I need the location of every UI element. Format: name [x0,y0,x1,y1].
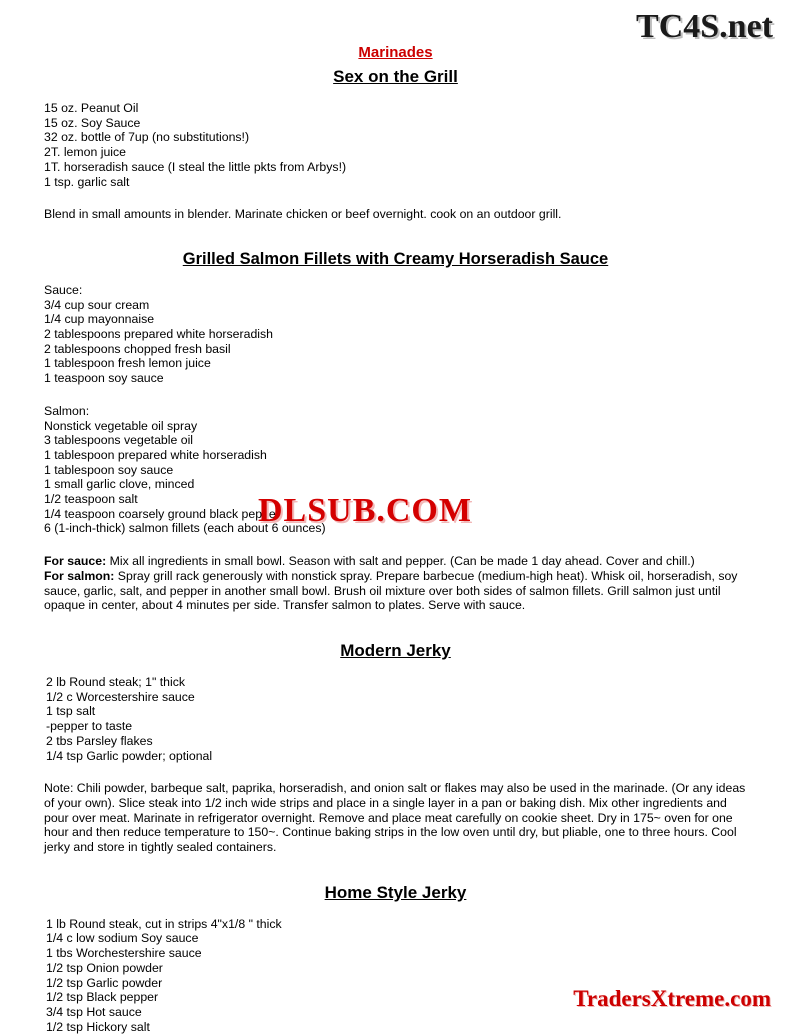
list-item: 1/2 tsp Black pepper [46,990,159,1005]
list-item: 1/2 tsp Garlic powder [46,975,163,990]
list-item: 1/2 tsp Hickory salt [46,1019,150,1034]
spacer [0,903,791,917]
ingredient-list-home-style-jerky [0,917,791,1034]
spacer [0,763,791,781]
spacer [0,87,791,101]
list-item: 15 oz. Soy Sauce [44,115,141,130]
list-item: 32 oz. bottle of 7up (no substitutions!) [44,130,250,145]
list-item: 1 tbs Worchestershire sauce [46,946,202,961]
instructions-modern-jerky: Note: Chili powder, barbeque salt, paprika, horseradish, and onion salt or flakes may also be used in the marinade. (Or any ideas of your own). Slice steak into 1/2 inch wide strips and place in a single layer in a pan or baking dish. Mix other ingredients and pour over meat. Marinate in refrigerator overnight. Remove and place meat carefully on cookie sheet. Dry in 175~ oven for one hour and then reduce temperature to 150~. Continue baking strips in the low oven until dry, but pliable, one to three hours. Cool jerky and store in tightly sealed containers. [44,781,746,855]
ingredient-list-sex-on-the-grill [0,101,791,189]
method-salmon-label: For salmon: [44,568,115,583]
list-item: 1/4 tsp Garlic powder; optional [46,748,213,763]
method-salmon [0,569,791,613]
instructions-sex-on-the-grill: Blend in small amounts in blender. Marinate chicken or beef overnight. cook on an outdoor grill. [44,207,562,222]
list-item: 1 tsp salt [46,704,96,719]
list-item: Nonstick vegetable oil spray [44,418,198,433]
list-item: 1/2 teaspoon salt [44,492,138,507]
list-item: 1/2 c Worcestershire sauce [46,689,195,704]
list-item: 3 tablespoons vegetable oil [44,433,194,448]
section-heading-grilled-salmon: Grilled Salmon Fillets with Creamy Horseradish Sauce [182,249,609,268]
list-item: 2 tbs Parsley flakes [46,733,153,748]
list-item: 3/4 cup sour cream [44,297,150,312]
method-sauce [0,554,791,569]
section-heading-sex-on-the-grill: Sex on the Grill [333,67,458,86]
list-item: 2 tablespoons chopped fresh basil [44,341,231,356]
list-item: 3/4 tsp Hot sauce [46,1004,142,1019]
list-item: 1T. horseradish sauce (I steal the little pkts from Arbys!) [44,159,347,174]
spacer [0,222,791,244]
list-item: 2 lb Round steak; 1" thick [46,674,186,689]
method-salmon-text: Spray grill rack generously with nonstick spray. Prepare barbecue (medium-high heat). Whisk oil, horseradish, soy sauce, garlic, salt, and pepper in another small bowl. Brush oil mixture over both sides of salmon fillets. Grill salmon just until opaque in center, about 4 minutes per side. Transfer salmon to plates. Serve with sauce. [44,568,738,613]
page-title: Marinades [358,44,433,61]
watermark-bottom-right: TradersXtreme.com [573,986,771,1011]
subheading-salmon: Salmon: [44,403,90,418]
spacer [0,613,791,635]
list-item: 1 tablespoon prepared white horseradish [44,447,267,462]
watermark-top-right: TC4S.net [636,8,773,45]
spacer [0,386,791,404]
section-heading-modern-jerky: Modern Jerky [340,640,451,660]
list-item: 1 teaspoon soy sauce [44,371,164,386]
ingredient-list-modern-jerky [0,675,791,763]
list-item: 1 tsp. garlic salt [44,174,130,189]
method-sauce-text: Mix all ingredients in small bowl. Season with salt and pepper. (Can be made 1 day ahead. Cover and chill.) [106,554,695,569]
section-heading-home-style-jerky: Home Style Jerky [324,882,467,902]
list-item: 2T. lemon juice [44,145,127,160]
spacer [0,855,791,877]
list-item: 1 small garlic clove, minced [44,477,195,492]
spacer [0,536,791,554]
list-item: 1/2 tsp Onion powder [46,960,163,975]
list-item: 1 lb Round steak, cut in strips 4"x1/8 " thick [46,916,282,931]
list-item: -pepper to taste [46,719,133,734]
list-item: 1 tablespoon soy sauce [44,462,174,477]
list-item: 15 oz. Peanut Oil [44,101,139,115]
spacer [0,661,791,675]
list-item: 2 tablespoons prepared white horseradish [44,327,274,342]
list-item: 1/4 c low sodium Soy sauce [46,931,199,946]
sauce-block [0,283,791,386]
spacer [0,269,791,283]
method-sauce-label: For sauce: [44,554,107,569]
list-item: 6 (1-inch-thick) salmon fillets (each about 6 ounces) [44,521,326,536]
watermark-center: DLSUB.COM [258,492,472,529]
spacer [0,189,791,207]
list-item: 1 tablespoon fresh lemon juice [44,356,211,371]
list-item: 1/4 cup mayonnaise [44,312,155,327]
list-item: 1/4 teaspoon coarsely ground black pepper [44,506,280,521]
subheading-sauce: Sauce: [44,282,83,297]
